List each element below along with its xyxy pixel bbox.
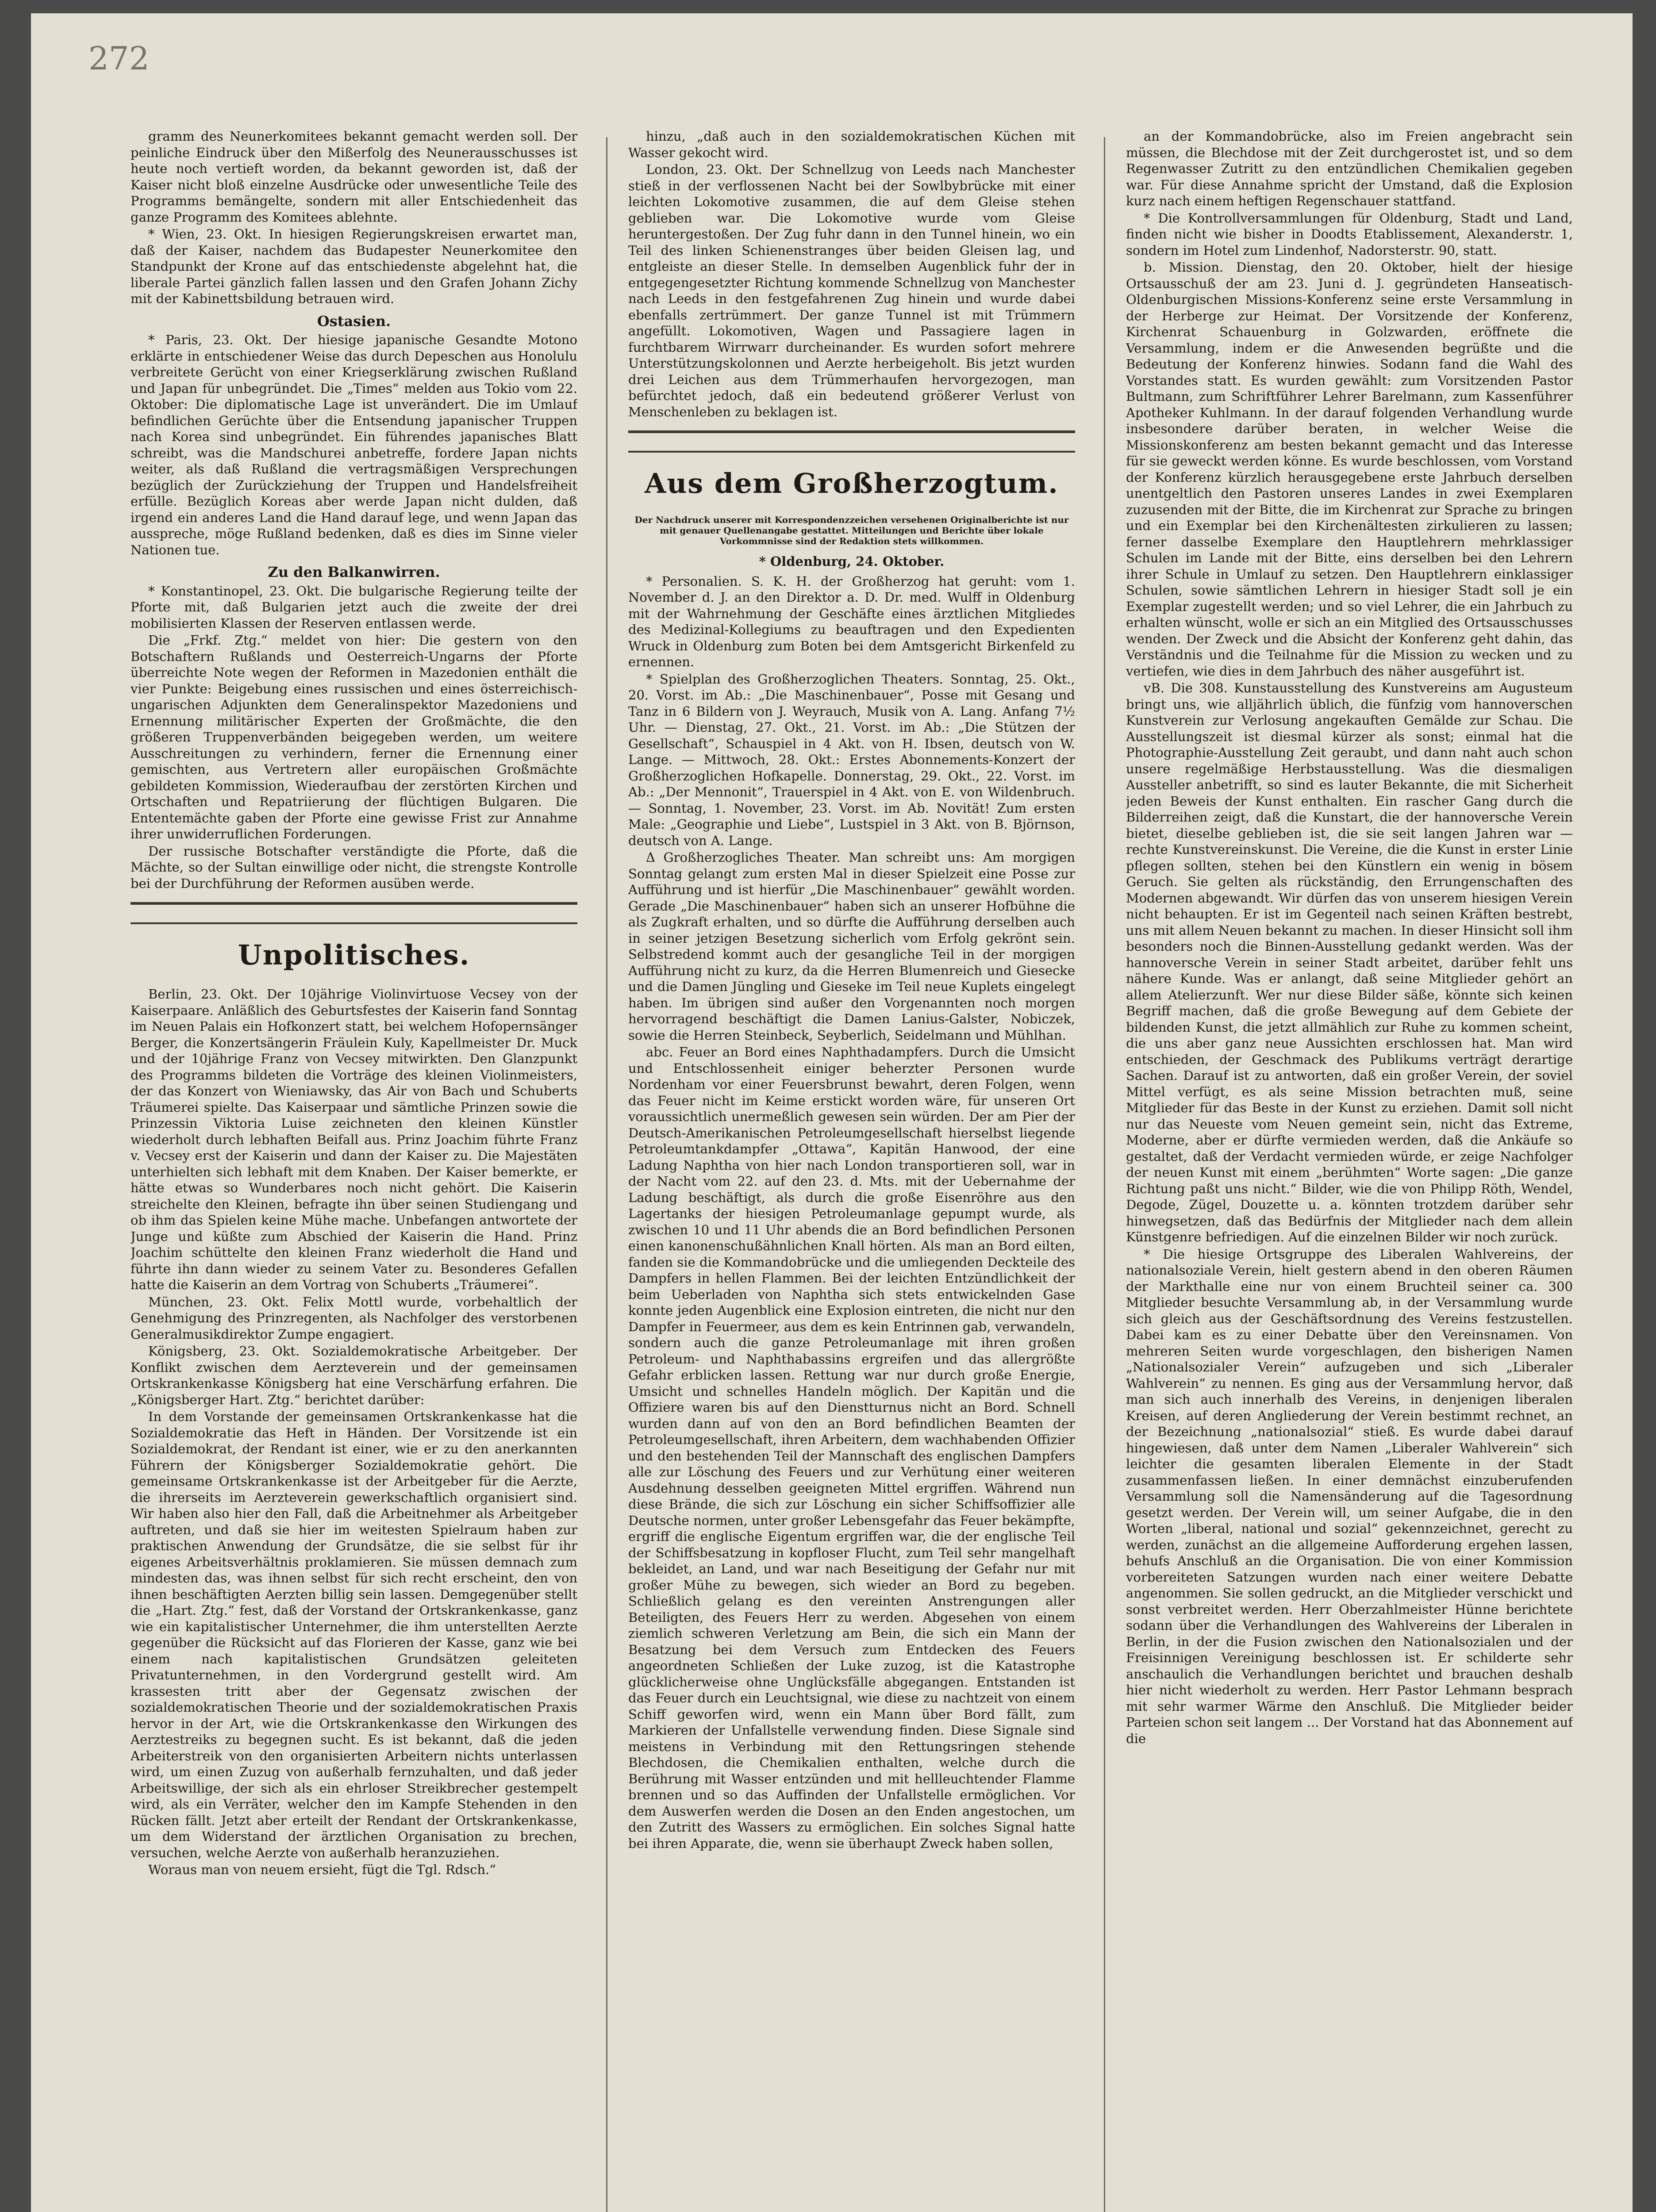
article-paragraph: In dem Vorstande der gemeinsamen Ortskrankenkasse hat die Sozialdemokratie das Heft in Händen. Der Vorsitzende ist ein Sozialdemokrat, der Rendant ist einer, wie er zu den anerkannten Führern der Königsberger Sozialdemokratie gehört. Die gemeinsame Ortskrankenkasse ist der Arbeitgeber für die Aerzte, die ihrerseits im Aerzteverein gewerkschaftlich organisiert sind. Wir haben also hier den Fall, daß die Arbeitnehmer als Arbeitgeber auftreten, und daß sie hier im weitesten Spielraum haben zur praktischen Anwendung der Grundsätze, die sie selbst für ihr eigenes Arbeitsverhältnis proklamieren. Sie müssen demnach zum mindesten das, was ihnen selbst für sich recht erscheint, den von ihnen beschäftigten Aerzten billig sein lassen. Demgegenüber stellt die „Hart. Ztg.“ fest, daß der Vorstand der Ortskrankenkasse, ganz wie ein kapitalistischer Unternehmer, die ihm unterstellten Aerzte gegenüber die Rücksicht auf das Florieren der Kasse, ganz wie bei einem nach kapitalistischen Grundsätzen geleiteten Privatunternehmen, in den Vordergrund gestellt wird. Am krassesten tritt aber der Gegensatz zwischen der sozialdemokratischen Theorie und der sozialdemokratischen Praxis hervor in der Art, wie die Ortskrankenkasse den Wirkungen des Aerztestreiks zu begegnen sucht. Es ist bekannt, daß die jeden Arbeiterstreik von den organisierten Arbeitern nichts unterlassen wird, um einen Zuzug von außerhalb fernzuhalten, und daß jeder Arbeitswillige, der sich als ein ehrloser Streikbrecher gestempelt wird, als ein Verräter, welcher den im Kampfe Stehenden in den Rücken fällt. Jetzt aber erteilt der Rendant der Ortskrankenkasse, um dem Widerstand der ärztlichen Organisation zu brechen, versuchen, welche Aerzte von außerhalb heranzuziehen. xyxy=(131,1409,577,1860)
article-paragraph: Woraus man von neuem ersieht, fügt die Tgl. Rdsch.“ xyxy=(148,1862,496,1877)
article-paragraph: abc. Feuer an Bord eines Naphthadampfers. Durch die Umsicht und Entschlossenheit einiger beherzter Personen wurde Nordenham vor einer Feuersbrunst bewahrt, deren Folgen, wenn das Feuer nicht im Keime erstickt worden wäre, für unseren Ort voraussichtlich unermeßlich gewesen sein würden. Der am Pier der Deutsch-Amerikanischen Petroleumgesellschaft hierselbst liegende Petroleumtankdampfer „Ottawa“, Kapitän Hanwood, der eine Ladung Naphtha von hier nach London transportieren soll, war in der Nacht vom 22. auf den 23. d. Mts. mit der Uebernahme der Ladung beschäftigt, als durch die große Eisenröhre aus den Lagertanks der hiesigen Petroleumanlage gepumpt wurde, als zwischen 10 und 11 Uhr abends die an Bord befindlichen Personen einen kanonenschußähnlichen Knall hörten. Als man an Bord eilten, fanden sie die Kommandobrücke und die umliegenden Deckteile des Dampfers in hellen Flammen. Bei der leichten Entzündlichkeit der beim Ueberladen von Naphtha sich stets entwickelnden Gase konnte jeden Augenblick eine Explosion eintreten, die nicht nur den Dampfer in Feuermeer, aus dem es kein Entrinnen gab, verwandeln, sondern auch die ganze Petroleumanlage mit ihren großen Petroleum- und Naphthabassins ergreifen und das allergrößte Gefahr erblicken lassen. Rettung war nur durch große Energie, Umsicht und schnelles Handeln möglich. Der Kapitän und die Offiziere waren bis auf den Dienstturnus nicht an Bord. Schnell wurden dann auf von den an Bord befindlichen Beamten der Petroleumgesellschaft, ihren Arbeitern, dem wachhabenden Offizier und den bestehenden Teil der Mannschaft des englischen Dampfers alle zur Löschung des Feuers und zur Verhütung einer weiteren Ausdehnung desselben geeigneten Mittel ergriffen. Während nun diese Brände, die sich zur Löschung ein sicher Schiffsoffizier alle Deutsche normen, unter großer Lebensgefahr das Feuer bekämpfte, ergriff die englische Eigentum ergriffen war, die der englische Teil der Schiffsbesatzung in kopfloser Flucht, zum Teil sehr mangelhaft bekleidet, an Land, und war nach Beseitigung der Gefahr nur mit großer Mühe zu bewegen, sich wieder an Bord zu begeben. Schließlich gelang es den vereinten Anstrengungen aller Beteiligten, des Feuers Herr zu werden. Abgesehen von einem ziemlich schweren Verletzung am Bein, die sich ein Mann der Besatzung bei dem Versuch zum Entdecken des Feuers angeordneten Schließen der Luke zuzog, ist die Katastrophe glücklicherweise ohne Unglücksfälle abgegangen. Entstanden ist das Feuer durch ein Leuchtsignal, wie diese zu nachtzeit von einem Schiff geworfen wird, wenn ein Mann über Bord fällt, zum Markieren der Unfallstelle verwendung finden. Diese Signale sind meistens in Verbindung mit den Rettungsringen stehende Blechdosen, die Chemikalien enthalten, welche durch die Berührung mit Wasser entzünden und mit hellleuchtender Flamme brennen und so das Auffinden der Unfallstelle ermöglichen. Vor dem Auswerfen werden die Dosen an den Enden angestochen, um den Zutritt des Wassers zu ermöglichen. Ein solches Signal hatte bei ihren Apparate, die, wenn sie überhaupt Zweck haben sollen, xyxy=(628,1045,1075,1851)
article-paragraph: * Die hiesige Ortsgruppe des Liberalen Wahlvereins, der nationalsoziale Verein, hielt gestern abend in den oberen Räumen der Markthalle eine nur von einem Bruchteil seiner ca. 300 Mitglieder besuchte Versammlung ab, in der Versammlung wurde sich gleich aus der Geschäftsordnung des Vereins festzustellen. Dabei kam es zu einer Debatte über den Vereinsnamen. Von mehreren Seiten wurde vorgeschlagen, den bisherigen Namen „Nationalsozialer Verein“ aufzugeben und sich „Liberaler Wahlverein“ zu nennen. Es ging aus der Versammlung hervor, daß man sich auch innerhalb des Vereins, in denjenigen liberalen Kreisen, auf deren Angliederung der Verein bestimmt rechnet, an der Bezeichnung „nationalsozial“ stieß. Es wurde dabei darauf hingewiesen, daß unter dem Namen „Liberaler Wahlverein“ sich leichter die gesamten liberalen Elemente in der Stadt zusammenfassen ließen. In einer demnächst einzuberufenden Versammlung soll die Namensänderung auf die Tagesordnung gesetzt werden. Der Verein will, um seiner Aufgabe, die in den Worten „liberal, national und sozial“ gekennzeichnet, gerecht zu werden, zunächst an die allgemeine Aufforderung ergehen lassen, behufs Anschluß an die Organisation. Die von einer Kommission vorbereiteten Satzungen wurden nach einer weitere Debatte angenommen. Sie sollen gedruckt, an die Mitglieder verschickt und sonst verbreitet werden. Herr Oberzahlmeister Hünne berichtete sodann über die Verhandlungen des Wahlvereins der Liberalen in Berlin, in der die Fusion zwischen den Nationalsozialen und der Freisinnigen Vereinigung beschlossen ist. Er schilderte sehr anschaulich die Verhandlungen berichtet und brauchen deshalb hier nicht wiederholt zu werden. Herr Pastor Lehmann besprach mit sehr warmer Wärme den Anschluß. Die Mitglieder beider Parteien schon seit langem ... Der Vorstand hat das Abonnement auf die xyxy=(1126,1246,1573,1746)
article-paragraph: hinzu, „daß auch in den sozialdemokratischen Küchen mit Wasser gekocht wird. xyxy=(628,129,1075,160)
article-paragraph: * Wien, 23. Okt. In hiesigen Regierungskreisen erwartet man, daß der Kaiser, nachdem das Budapester Neunerkomitee den Standpunkt der Krone auf das entschiedenste abgelehnt hat, die liberale Partei gänzlich fallen lassen und den Grafen Johann Zichy mit der Kabinettsbildung betrauen wird. xyxy=(131,227,577,306)
newspaper-page xyxy=(31,13,1633,2212)
article-paragraph: Königsberg, 23. Okt. Sozialdemokratische Arbeitgeber. Der Konflikt zwischen dem Aerzteverein und der gemeinsamen Ortskrankenkasse Königsberg hat eine Verschärfung erfahren. Die „Königsberger Hart. Ztg.“ berichtet darüber: xyxy=(131,1344,577,1407)
article-paragraph: gramm des Neunerkomitees bekannt gemacht werden soll. Der peinliche Eindruck über den Mißerfolg des Neunerausschusses ist heute noch vertieft worden, da bekannt geworden ist, daß der Kaiser nicht bloß einzelne Ausdrücke oder unwesentliche Teile des Programms bemängelte, sondern mit aller Entschiedenheit das ganze Programm des Komitees ablehnte. xyxy=(131,129,577,225)
dateline: * Oldenburg, 24. Oktober. xyxy=(759,554,945,569)
department-heading: Unpolitisches. xyxy=(131,922,577,973)
column-rule-1 xyxy=(606,137,607,2212)
article-paragraph: * Konstantinopel, 23. Okt. Die bulgarische Regierung teilte der Pforte mit, daß Bulgarien jetzt auch die zweite der drei mobilisierten Klassen der Reserven entlassen werde. xyxy=(131,583,577,631)
department-heading: Aus dem Großherzogtum. xyxy=(628,451,1075,501)
section-heading: Ostasien. xyxy=(317,312,391,330)
article-paragraph: * Personalien. S. K. H. der Großherzog hat geruht: vom 1. November d. J. an den Direktor a. D. Dr. med. Wulff in Oldenburg mit der Wahrnehmung der Geschäfte eines ärztlichen Mitgliedes des Medizinal-Kollegiums zu beauftragen und den Expedienten Wruck in Oldenburg zum Boten bei dem Amtsgericht Birkenfeld zu ernennen. xyxy=(628,573,1075,669)
article-paragraph: Die „Frkf. Ztg.“ meldet von hier: Die gestern von den Botschaftern Rußlands und Oesterreich-Ungarns der Pforte überreichte Note wegen der Reformen in Mazedonien enthält die vier Punkte: Beigebung eines russischen und eines österreichisch-ungarischen Adjunkten dem Generalinspektor Mazedoniens und Ernennung militärischer Experten der Großmächte, die den größeren Truppenverbänden beigegeben werden, um weitere Ausschreitungen zu verhindern, ferner die Ernennung einer gemischten, aus Vertretern aller europäischen Großmächte gebildeten Kommission, Wiederaufbau der zerstörten Kirchen und Ortschaften und Repatriierung der flüchtigen Bulgaren. Die Ententemächte gaben der Pforte eine gewisse Frist zur Annahme ihrer unwiderruflichen Forderungen. xyxy=(131,633,577,841)
page-number: 272 xyxy=(88,40,150,77)
column-2 xyxy=(628,128,1075,2212)
article-paragraph: * Die Kontrollversammlungen für Oldenburg, Stadt und Land, finden nicht wie bisher in Doodts Etablissement, Alexanderstr. 1, sondern im Hotel zum Lindenhof, Nadorsterstr. 90, statt. xyxy=(1126,210,1573,258)
section-divider xyxy=(131,902,577,905)
article-paragraph: vB. Die 308. Kunstausstellung des Kunstvereins am Augusteum bringt uns, wie alljährlich üblich, die fünfzig vom hannoverschen Kunstverein zur Verlosung angekauften Gemälde zur Schau. Die Ausstellungszeit ist diesmal kürzer als sonst; einmal hat die Photographie-Ausstellung Zeit geraubt, und dann naht auch schon unsere regelmäßige Herbstausstellung. Was die diesmaligen Aussteller anbetrifft, so sind es lauter Bekannte, die mit Sicherheit jeden Beweis der Kunst enthalten. Ein rascher Gang durch die Bilderreihen zeigt, daß die Kunstart, die der hannoversche Verein bietet, dieselbe geblieben ist, die sie seit langen Jahren war — rechte Kunstvereinskunst. Die Vereine, die die Kunst in erster Linie pflegen sollten, stehen bei den Künstlern ein wenig in bösem Geruch. Sie gelten als rückständig, den Errungenschaften des Modernen abgewandt. Wir dürfen das von unserem hiesigen Verein nicht behaupten. Er ist im Gegenteil nach seinen Kräften bestrebt, uns mit allem Neuen bekannt zu machen. In dieser Hinsicht soll ihm besonders noch die Binnen-Ausstellung gedankt werden. Was der hannoversche Verein in seiner Stadt arbeitet, darüber fehlt uns nähere Kunde. Was er anlangt, daß seine Mitglieder gehört an allem Atelierzunft. Wer nur diese Bilder säße, könnte sich keinen Begriff machen, daß die große Bewegung auf dem Gebiete der bildenden Kunst, die jetzt allmählich zur Ruhe zu kommen scheint, die uns aber ganz neue Aussichten erschlossen hat. Man wird entschieden, der Geschmack des Publikums verträgt derartige Sachen. Darauf ist zu antworten, daß ein großer Verein, der soviel Mittel verfügt, es als seine Mission betrachten muß, seine Mitglieder für das Beste in der Kunst zu erziehen. Damit soll nicht nur das Neueste vom Neuen gemeint sein, nicht das Extreme, Moderne, aber er dürfte vermieden werden, daß die Ankäufe so gestaltet, daß der Verdacht vermieden würde, er zeige Nachfolger der neuen Kunst mit einem „berühmten“ Worte sagen: „Die ganze Richtung paßt uns nicht.“ Bilder, wie die von Philipp Röth, Wendel, Degode, Zügel, Douzette u. a. könnten trotzdem darüber sehr hinwegsetzen, daß das Bedürfnis der Mitglieder nach dem allein Künstgenre befriedigen. Auf die einzelnen Bilder wir noch zurück. xyxy=(1126,680,1573,1244)
reprint-notice: Der Nachdruck unserer mit Korrespondenzzeichen versehenen Originalberichte ist nur mit genauer Quellenangabe gestattet. Mitteilungen und Berichte über lokale Vorkommnisse sind der Redaktion stets willkommen. xyxy=(634,515,1069,546)
article-paragraph: b. Mission. Dienstag, den 20. Oktober, hielt der hiesige Ortsausschuß der am 23. Juni d. J. gegründeten Hanseatisch-Oldenburgischen Missions-Konferenz seine erste Versammlung in der Herberge zur Heimat. Der Vorsitzende der Konferenz, Kirchenrat Schauenburg in Golzwarden, eröffnete die Versammlung, indem er die Anwesenden begrüßte und die Bedeutung der Konferenz hinwies. Sodann fand die Wahl des Vorstandes statt. Es wurden gewählt: zum Vorsitzenden Pastor Bultmann, zum Schriftführer Lehrer Barelmann, zum Kassenführer Apotheker Kuhlmann. In der darauf folgenden Verhandlung wurde insbesondere darüber beraten, in welcher Weise die Missionskonferenz am besten bekannt gemacht und das Interesse für sie geweckt werden könne. Es wurde beschlossen, vom Vorstand der Konferenz kürzlich herausgegebene erste Jahrbuch derselben unentgeltlich den Pastoren unseres Landes in zwei Exemplaren zuzusenden mit der Bitte, die im Kirchenrat zur Sprache zu bringen und ein Exemplar bei den Kirchenältesten zirkulieren zu lassen; ferner dasselbe Exemplare den Hauptlehrern mehrklassiger Schulen im Lande mit der Bitte, eins derselben bei den Lehrern ihrer Schule in Umlauf zu setzen. Den Hauptlehrern einklassiger Schulen, sowie sämtlichen Lehrern in hiesiger Stadt soll je ein Exemplar zugestellt werden; und so viel Lehrer, die ein Jahrbuch zu erhalten wünscht, wolle er sich an ein Mitglied des Ortsausschusses wenden. Der Zweck und die Absicht der Konferenz geht dahin, das Verständnis und die Teilnahme für die Mission zu wecken und zu vertiefen, wie dies in dem Jahrbuch des näher ausgeführt ist. xyxy=(1126,260,1573,679)
article-paragraph: London, 23. Okt. Der Schnellzug von Leeds nach Manchester stieß in der verflossenen Nacht bei der Sowlbybrücke mit einer leichten Lokomotive zusammen, die auf dem Gleise stehen geblieben war. Die Lokomotive wurde vom Gleise heruntergestoßen. Der Zug fuhr dann in den Tunnel hinein, wo ein Teil des linken Schienenstranges über beiden Gleisen lag, und entgleiste an dieser Stelle. In demselben Augenblick fuhr der in entgegengesetzter Richtung kommende Schnellzug von Manchester nach Leeds in den festgefahrenen Zug hinein und wurde dabei ebenfalls zertrümmert. Der ganze Tunnel ist mit Trümmern angefüllt. Lokomotiven, Wagen und Passagiere lagen in furchtbarem Wirrwarr durcheinander. Es wurden sofort mehrere Unterstützungskolonnen und Aerzte herbeigeholt. Bis jetzt wurden drei Leichen aus dem Trümmerhaufen hervorgezogen, man befürchtet jedoch, daß ein bedeutend größerer Verlust von Menschenleben zu beklagen ist. xyxy=(628,162,1075,419)
article-paragraph: München, 23. Okt. Felix Mottl wurde, vorbehaltlich der Genehmigung des Prinzregenten, als Nachfolger des verstorbenen Generalmusikdirektor Zumpe engagiert. xyxy=(131,1294,577,1342)
section-heading: Zu den Balkanwirren. xyxy=(268,564,440,580)
article-paragraph: * Paris, 23. Okt. Der hiesige japanische Gesandte Motono erklärte in entschiedener Weise das durch Depeschen aus Honolulu verbreitete Gerücht von einer Kriegserklärung zwischen Rußland und Japan für unbegründet. Die „Times“ melden aus Tokio vom 22. Oktober: Die diplomatische Lage ist unverändert. Die im Umlauf befindlichen Gerüchte über die Entsendung japanischer Truppen nach Korea sind unbegründet. Ein führendes japanisches Blatt schreibt, was die Mandschurei anbetreffe, fordere Japan nichts weiter, als daß Rußland die vertragsmäßigen Versprechungen bezüglich der Zurückziehung der Truppen und Handelsfreiheit erfülle. Bezüglich Koreas aber werde Japan nicht dulden, daß irgend ein anderes Land die Hand darauf lege, und wenn Japan das ausspreche, möge Rußland bedenken, daß es dies im Sinne vieler Nationen tue. xyxy=(131,332,577,557)
article-paragraph: Δ Großherzogliches Theater. Man schreibt uns: Am morgigen Sonntag gelangt zum ersten Mal in dieser Spielzeit eine Posse zur Aufführung und ist hierfür „Die Maschinenbauer“ gewählt worden. Gerade „Die Maschinenbauer“ haben sich an unserer Hofbühne die als Zugkraft erhalten, und so dürfte die Aufführung derselben auch in seiner jetzigen Besetzung sicherlich vom Erfolg gekrönt sein. Selbstredend kommt auch der gesangliche Teil in der morgigen Aufführung nicht zu kurz, da die Herren Blumenreich und Giesecke und die Damen Jüngling und Gieseke im Teil neue Kuplets eingelegt haben. Im übrigen sind außer den Vorgenannten noch morgen hervorragend beschäftigt die Damen Lanius-Galster, Nobiczek, sowie die Herren Steinbeck, Seyberlich, Seidelmann und Mühlhan. xyxy=(628,850,1075,1043)
article-paragraph: an der Kommandobrücke, also im Freien angebracht sein müssen, die Blechdose mit der Zeit durchgerostet ist, und so dem Regenwasser Zutritt zu den entzündlichen Chemikalien gegeben war. Für diese Annahme spricht der Umstand, daß die Explosion kurz nach einem heftigen Regenschauer stattfand. xyxy=(1126,129,1573,208)
article-paragraph: * Spielplan des Großherzoglichen Theaters. Sonntag, 25. Okt., 20. Vorst. im Ab.: „Die Maschinenbauer“, Posse mit Gesang und Tanz in 6 Bildern von J. Weyrauch, Musik von A. Lang. Anfang 7½ Uhr. — Dienstag, 27. Okt., 21. Vorst. im Ab.: „Die Stützen der Gesellschaft“, Schauspiel in 4 Akt. von H. Ibsen, deutsch von W. Lange. — Mittwoch, 28. Okt.: Erstes Abonnements-Konzert der Großherzoglichen Hofkapelle. Donnerstag, 29. Okt., 22. Vorst. im Ab.: „Der Mennonit“, Trauerspiel in 4 Akt. von E. von Wildenbruch. — Sonntag, 1. November, 23. Vorst. im Ab. Novität! Zum ersten Male: „Geographie und Liebe“, Lustspiel in 3 Akt. von B. Björnson, deutsch von A. Lange. xyxy=(628,671,1075,848)
column-rule-2 xyxy=(1104,137,1105,2212)
article-paragraph: Berlin, 23. Okt. Der 10jährige Violinvirtuose Vecsey von der Kaiserpaare. Anläßlich des Geburtsfestes der Kaiserin fand Sonntag im Neuen Palais ein Hofkonzert statt, bei welchem Hofopernsänger Berger, die Konzertsängerin Fräulein Kuly, Kapellmeister Dr. Muck und der 10jährige Franz von Vecsey mitwirkten. Den Glanzpunkt des Programms bildeten die Vorträge des kleinen Violinmeisters, der das Konzert von Wieniawsky, das Air von Bach und Schuberts Träumerei spielte. Das Kaiserpaar und sämtliche Prinzen sowie die Prinzessin Viktoria Luise zeichneten den kleinen Künstler wiederholt durch lebhaften Beifall aus. Prinz Joachim führte Franz v. Vecsey erst der Kaiserin und dann der Kaiser zu. Die Majestäten unterhielten sich lebhaft mit dem Knaben. Der Kaiser bemerkte, er hätte etwas so Wunderbares noch nicht gehört. Die Kaiserin streichelte den Kleinen, befragte ihn über seinen Studiengang und ob ihm das Spielen keine Mühe mache. Unbefangen antwortete der Junge und küßte zum Abschied der Kaiserin die Hand. Prinz Joachim schüttelte den kleinen Franz wiederholt die Hand und führte ihn dann wieder zu seinem Vater zu. Besonderes Gefallen hatte die Kaiserin an dem Vortrag von Schuberts „Träumerei“. xyxy=(131,987,577,1292)
column-3 xyxy=(1126,128,1573,2212)
column-1 xyxy=(131,128,577,2212)
section-divider xyxy=(628,430,1075,433)
article-paragraph: Der russische Botschafter verständigte die Pforte, daß die Mächte, so der Sultan einwillige oder nicht, die strengste Kontrolle bei der Durchführung der Reformen ausüben werde. xyxy=(131,843,577,891)
